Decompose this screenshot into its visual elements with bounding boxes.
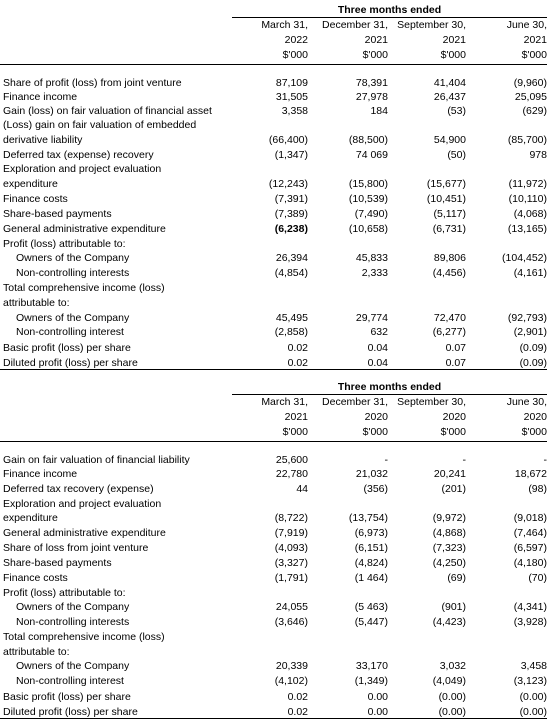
cell-value: (9,018) — [513, 512, 547, 524]
table-row — [0, 659, 550, 673]
table-row — [0, 674, 550, 688]
period-header: 2020 — [523, 411, 547, 423]
cell-value: 3,032 — [439, 660, 466, 672]
header-row — [0, 410, 550, 424]
cell-value: (4,180) — [513, 557, 547, 569]
row-label: Diluted profit (loss) per share — [3, 706, 138, 718]
row-label: Owners of the Company — [16, 660, 130, 672]
cell-value: (92,793) — [507, 312, 547, 324]
row-label: Deferred tax (expense) recovery — [3, 149, 154, 161]
row-label: Non-controlling interests — [16, 267, 130, 279]
header-row — [0, 395, 550, 409]
cell-value: 87,109 — [275, 77, 308, 89]
cell-value: (0.00) — [519, 706, 547, 718]
period-header: $'000 — [440, 49, 466, 61]
period-header: 2021 — [442, 34, 466, 46]
cell-value: (3,123) — [513, 675, 547, 687]
row-label: Basic profit (loss) per share — [3, 342, 131, 354]
cell-value: 3,358 — [281, 105, 308, 117]
cell-value: (4,093) — [274, 542, 308, 554]
header-row — [0, 18, 550, 32]
table-row — [0, 148, 550, 162]
row-label: Share of loss from joint venture — [3, 542, 149, 554]
cell-value: 26,437 — [433, 91, 466, 103]
period-header: March 31, — [261, 19, 308, 31]
table-row — [0, 511, 550, 525]
cell-value: 184 — [370, 105, 388, 117]
cell-value: 25,600 — [275, 454, 308, 466]
cell-value: 20,339 — [275, 660, 308, 672]
cell-value: (50) — [447, 149, 466, 161]
cell-value: 632 — [370, 326, 388, 338]
table-row — [0, 90, 550, 104]
row-label: Total comprehensive income (loss) — [3, 282, 165, 294]
table-row — [0, 325, 550, 339]
row-label: Profit (loss) attributable to: — [3, 238, 126, 250]
table-row — [0, 356, 550, 370]
cell-value: 24,055 — [275, 601, 308, 613]
cell-value: 20,241 — [433, 468, 466, 480]
table-row — [0, 600, 550, 614]
period-header: 2021 — [284, 411, 308, 423]
cell-value: (7,389) — [274, 208, 308, 220]
row-label: (Loss) gain on fair valuation of embedded — [3, 119, 197, 131]
period-header: $'000 — [282, 49, 308, 61]
row-label: Share-based payments — [3, 208, 112, 220]
cell-value: 0.00 — [367, 691, 388, 703]
row-label: Owners of the Company — [16, 601, 130, 613]
cell-value: 0.07 — [445, 357, 466, 369]
cell-value: 89,806 — [433, 252, 466, 264]
table-row — [0, 615, 550, 629]
table-row — [0, 222, 550, 236]
table-row — [0, 251, 550, 265]
cell-value: (629) — [522, 105, 547, 117]
row-label: Owners of the Company — [16, 312, 130, 324]
cell-value: 0.04 — [367, 357, 388, 369]
table-row — [0, 266, 550, 280]
cell-value: (3,928) — [513, 616, 547, 628]
cell-value: (13,754) — [348, 512, 388, 524]
cell-value: (7,391) — [274, 193, 308, 205]
cell-value: 27,978 — [355, 91, 388, 103]
period-header: 2022 — [284, 34, 308, 46]
row-label: Non-controlling interest — [16, 675, 124, 687]
period-header: $'000 — [440, 426, 466, 438]
cell-value: (7,919) — [274, 527, 308, 539]
table-row — [0, 104, 550, 118]
cell-value: (5 463) — [354, 601, 388, 613]
cell-value: (4,049) — [432, 675, 466, 687]
row-label: General administrative expenditure — [3, 527, 166, 539]
cell-value: (0.00) — [438, 691, 466, 703]
table-row — [0, 76, 550, 90]
table-row — [0, 526, 550, 540]
period-header: June 30, — [506, 19, 547, 31]
rule-line — [0, 441, 547, 442]
cell-value: (1 464) — [354, 572, 388, 584]
cell-value: (6,151) — [354, 542, 388, 554]
table-row — [0, 207, 550, 221]
cell-value: (4,423) — [432, 616, 466, 628]
table-row — [0, 556, 550, 570]
cell-value: (7,323) — [432, 542, 466, 554]
cell-value: (85,700) — [507, 134, 547, 146]
cell-value: (11,972) — [508, 178, 547, 190]
period-header: $'000 — [521, 49, 547, 61]
row-label: Share of profit (loss) from joint venture — [3, 77, 182, 89]
row-label: Finance income — [3, 468, 78, 480]
table-row — [0, 341, 550, 355]
cell-value: (9,972) — [432, 512, 466, 524]
cell-value: (66,400) — [268, 134, 308, 146]
row-label: Finance costs — [3, 572, 68, 584]
row-label: attributable to: — [3, 297, 70, 309]
cell-value: (4,824) — [354, 557, 388, 569]
cell-value: - — [462, 454, 466, 466]
row-label: Basic profit (loss) per share — [3, 691, 131, 703]
cell-value: 0.02 — [287, 691, 308, 703]
cell-value: (0.00) — [519, 691, 547, 703]
cell-value: (6,238) — [274, 223, 308, 235]
cell-value: (3,646) — [274, 616, 308, 628]
table-row — [0, 237, 550, 251]
cell-value: (9,960) — [513, 77, 547, 89]
cell-value: (98) — [528, 483, 547, 495]
period-header: December 31, — [322, 396, 388, 408]
row-label: General administrative expenditure — [3, 223, 166, 235]
cell-value: 22,780 — [275, 468, 308, 480]
cell-value: (12,243) — [268, 178, 308, 190]
rule-line — [0, 64, 547, 65]
header-row — [0, 48, 550, 62]
period-header: September 30, — [397, 396, 466, 408]
cell-value: (2,858) — [274, 326, 308, 338]
row-label: Finance income — [3, 91, 78, 103]
cell-value: 18,672 — [514, 468, 547, 480]
table-row — [0, 177, 550, 191]
table-row — [0, 690, 550, 704]
cell-value: (2,901) — [513, 326, 547, 338]
cell-value: (10,110) — [508, 193, 547, 205]
cell-value: (6,277) — [432, 326, 466, 338]
cell-value: 0.04 — [367, 342, 388, 354]
cell-value: 74 069 — [355, 149, 388, 161]
table-row — [0, 541, 550, 555]
table-title: Three months ended — [337, 381, 442, 393]
cell-value: (7,490) — [354, 208, 388, 220]
cell-value: (88,500) — [348, 134, 388, 146]
cell-value: 54,900 — [433, 134, 466, 146]
row-label: Diluted profit (loss) per share — [3, 357, 138, 369]
cell-value: 26,394 — [275, 252, 308, 264]
cell-value: 33,170 — [355, 660, 388, 672]
row-label: Non-controlling interest — [16, 326, 124, 338]
cell-value: (0.09) — [519, 357, 547, 369]
cell-value: 21,032 — [355, 468, 388, 480]
cell-value: (69) — [447, 572, 466, 584]
period-header: $'000 — [282, 426, 308, 438]
cell-value: 0.07 — [445, 342, 466, 354]
table-row — [0, 296, 550, 310]
row-label: Exploration and project evaluation — [3, 163, 162, 175]
row-label: Exploration and project evaluation — [3, 498, 162, 510]
header-row — [0, 33, 550, 47]
cell-value: 44 — [296, 483, 308, 495]
cell-value: (53) — [447, 105, 466, 117]
row-label: Non-controlling interests — [16, 616, 130, 628]
cell-value: (4,068) — [513, 208, 547, 220]
cell-value: (5,447) — [354, 616, 388, 628]
period-header: $'000 — [362, 49, 388, 61]
cell-value: 45,495 — [275, 312, 308, 324]
cell-value: (4,161) — [513, 267, 547, 279]
row-label: Gain (loss) on fair valuation of financial asset — [3, 105, 212, 117]
period-header: 2020 — [364, 411, 388, 423]
header-row — [0, 425, 550, 439]
period-header: 2021 — [364, 34, 388, 46]
cell-value: 0.02 — [287, 706, 308, 718]
cell-value: (1,349) — [354, 675, 388, 687]
cell-value: (7,464) — [513, 527, 547, 539]
cell-value: 78,391 — [355, 77, 388, 89]
cell-value: (0.00) — [438, 706, 466, 718]
cell-value: (1,791) — [274, 572, 308, 584]
table-row — [0, 118, 550, 132]
table-row — [0, 133, 550, 147]
cell-value: (356) — [363, 483, 388, 495]
table-row — [0, 497, 550, 511]
cell-value: (201) — [441, 483, 466, 495]
cell-value: (8,722) — [274, 512, 308, 524]
cell-value: (4,868) — [432, 527, 466, 539]
cell-value: 41,404 — [433, 77, 466, 89]
table-title: Three months ended — [337, 4, 442, 16]
period-header: 2021 — [523, 34, 547, 46]
cell-value: 0.02 — [287, 357, 308, 369]
table-row — [0, 453, 550, 467]
cell-value: (104,452) — [502, 252, 547, 264]
cell-value: 45,833 — [355, 252, 388, 264]
cell-value: (70) — [528, 572, 547, 584]
cell-value: (4,854) — [274, 267, 308, 279]
row-label: Share-based payments — [3, 557, 112, 569]
row-label: Profit (loss) attributable to: — [3, 587, 126, 599]
cell-value: 0.02 — [287, 342, 308, 354]
cell-value: - — [384, 454, 388, 466]
table-row — [0, 586, 550, 600]
table-row — [0, 630, 550, 644]
cell-value: (4,102) — [274, 675, 308, 687]
period-header: September 30, — [397, 19, 466, 31]
row-label: attributable to: — [3, 646, 70, 658]
row-label: expenditure — [3, 512, 58, 524]
cell-value: (0.09) — [519, 342, 547, 354]
row-label: expenditure — [3, 178, 58, 190]
cell-value: 0.00 — [367, 706, 388, 718]
cell-value: (901) — [441, 601, 466, 613]
table-row — [0, 571, 550, 585]
period-header: 2020 — [442, 411, 466, 423]
table-row — [0, 467, 550, 481]
cell-value: 978 — [529, 149, 547, 161]
period-header: June 30, — [506, 396, 547, 408]
row-label: Deferred tax recovery (expense) — [3, 483, 154, 495]
table-row — [0, 192, 550, 206]
row-label: Total comprehensive income (loss) — [3, 631, 165, 643]
cell-value: 25,095 — [514, 91, 547, 103]
cell-value: (1,347) — [274, 149, 308, 161]
period-header: $'000 — [362, 426, 388, 438]
cell-value: 2,333 — [361, 267, 388, 279]
cell-value: - — [543, 454, 547, 466]
cell-value: 72,470 — [433, 312, 466, 324]
cell-value: (4,250) — [432, 557, 466, 569]
table-row — [0, 281, 550, 295]
row-label: Finance costs — [3, 193, 68, 205]
table-row — [0, 645, 550, 659]
row-label: derivative liability — [3, 134, 83, 146]
row-label: Gain on fair valuation of financial liability — [3, 454, 190, 466]
cell-value: 31,505 — [275, 91, 308, 103]
cell-value: (6,973) — [354, 527, 388, 539]
cell-value: (15,677) — [426, 178, 466, 190]
cell-value: (10,451) — [426, 193, 466, 205]
cell-value: (10,539) — [348, 193, 388, 205]
cell-value: (6,597) — [513, 542, 547, 554]
table-row — [0, 311, 550, 325]
cell-value: (6,731) — [432, 223, 466, 235]
period-header: March 31, — [261, 396, 308, 408]
cell-value: (4,456) — [432, 267, 466, 279]
cell-value: 3,458 — [520, 660, 547, 672]
table-row — [0, 482, 550, 496]
cell-value: 29,774 — [355, 312, 388, 324]
period-header: December 31, — [322, 19, 388, 31]
rule-line — [0, 369, 547, 370]
cell-value: (5,117) — [433, 208, 466, 220]
cell-value: (10,658) — [348, 223, 388, 235]
table-row — [0, 162, 550, 176]
cell-value: (15,800) — [348, 178, 388, 190]
row-label: Owners of the Company — [16, 252, 130, 264]
cell-value: (4,341) — [513, 601, 547, 613]
cell-value: (3,327) — [274, 557, 308, 569]
cell-value: (13,165) — [507, 223, 547, 235]
period-header: $'000 — [521, 426, 547, 438]
